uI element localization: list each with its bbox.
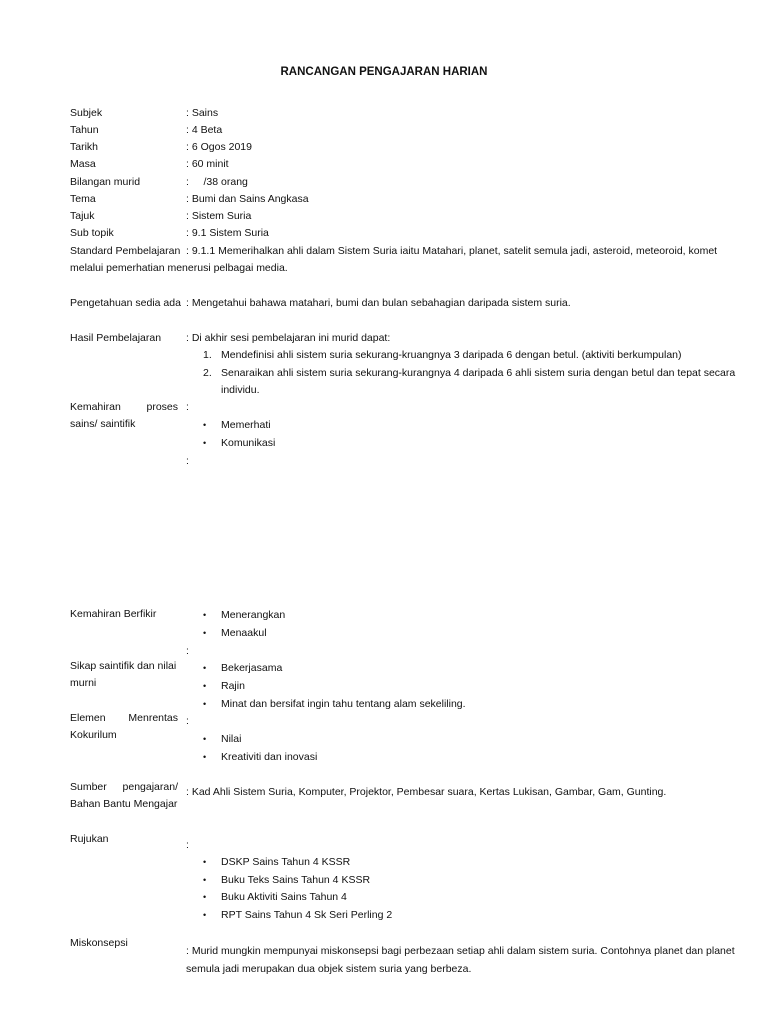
kemahiran-proses-colon-extra: : — [186, 455, 189, 467]
bullet-icon: • — [203, 628, 207, 638]
objective-item: Mendefinisi ahli sistem suria sekurang-kruangnya 3 daripada 6 dengan betul. (aktiviti berkumpulan) — [221, 349, 682, 361]
list-item: RPT Sains Tahun 4 Sk Seri Perling 2 — [221, 909, 393, 921]
sikap-saintifik-label-line2: murni — [70, 677, 97, 689]
bullet-icon: • — [203, 681, 207, 691]
miskonsepsi-value-line2: semula jadi merupakan dua objek sistem suria yang berbeza. — [186, 963, 472, 975]
bullet-icon: • — [203, 734, 207, 744]
label-word: proses — [146, 401, 178, 413]
tajuk-value: : Sistem Suria — [186, 210, 252, 222]
label-word: Kemahiran — [70, 401, 121, 413]
kemahiran-proses-label-line2: sains/ saintifik — [70, 418, 136, 430]
list-item: Buku Aktiviti Sains Tahun 4 — [221, 891, 347, 903]
sikap-saintifik-label-line1: Sikap saintifik dan nilai — [70, 660, 177, 672]
label-word: Menrentas — [128, 712, 178, 724]
page-title: RANCANGAN PENGAJARAN HARIAN — [280, 66, 488, 78]
rujukan-colon: : — [186, 839, 189, 851]
elemen-merentas-label-line2: Kokurilum — [70, 729, 117, 741]
kemahiran-proses-colon: : — [186, 401, 189, 413]
rujukan-label: Rujukan — [70, 833, 109, 845]
objective-number: 2. — [203, 367, 212, 379]
objective-item: Senaraikan ahli sistem suria sekurang-kurangnya 4 daripada 6 ahli sistem suria dengan betul dan tepat secara — [221, 367, 736, 379]
bullet-icon: • — [203, 857, 207, 867]
subjek-value: : Sains — [186, 107, 219, 119]
list-item: Minat dan bersifat ingin tahu tentang alam sekeliling. — [221, 698, 466, 710]
bilangan-murid-label: Bilangan murid — [70, 176, 141, 188]
bullet-icon: • — [203, 752, 207, 762]
standard-pembelajaran-value-line1: : 9.1.1 Memerihalkan ahli dalam Sistem Suria iaitu Matahari, planet, satelit semula jadi, asteroid, meteoroid, komet — [186, 245, 718, 257]
list-item: Menaakul — [221, 627, 267, 639]
miskonsepsi-value-line1: : Murid mungkin mempunyai miskonsepsi bagi perbezaan setiap ahli dalam sistem suria. Contohnya planet dan planet — [186, 945, 735, 957]
list-item: Rajin — [221, 680, 245, 692]
list-item: Komunikasi — [221, 437, 276, 449]
bullet-icon: • — [203, 663, 207, 673]
list-item: Nilai — [221, 733, 242, 745]
bullet-icon: • — [203, 699, 207, 709]
tajuk-label: Tajuk — [70, 210, 95, 222]
bullet-icon: • — [203, 438, 207, 448]
miskonsepsi-label: Miskonsepsi — [70, 937, 128, 949]
list-item: Kreativiti dan inovasi — [221, 751, 318, 763]
kemahiran-berfikir-label: Kemahiran Berfikir — [70, 608, 157, 620]
kemahiran-proses-label-line1 — [70, 400, 178, 414]
masa-label: Masa — [70, 158, 96, 170]
pengetahuan-sedia-ada-label: Pengetahuan sedia ada — [70, 297, 181, 309]
bilangan-murid-value: : /38 orang — [186, 176, 248, 188]
objective-item-continuation: individu. — [221, 384, 260, 396]
objective-number: 1. — [203, 349, 212, 361]
masa-value: : 60 minit — [186, 158, 229, 170]
hasil-pembelajaran-intro: : Di akhir sesi pembelajaran ini murid dapat: — [186, 332, 391, 344]
list-item: Bekerjasama — [221, 662, 283, 674]
sumber-pengajaran-label-line2: Bahan Bantu Mengajar — [70, 798, 178, 810]
elemen-merentas-label-line1 — [70, 711, 178, 725]
tahun-label: Tahun — [70, 124, 99, 136]
list-item: DSKP Sains Tahun 4 KSSR — [221, 856, 351, 868]
tema-value: : Bumi dan Sains Angkasa — [186, 193, 309, 205]
label-word: pengajaran/ — [122, 781, 178, 793]
bullet-icon: • — [203, 420, 207, 430]
sub-topik-value: : 9.1 Sistem Suria — [186, 227, 269, 239]
list-item: Buku Teks Sains Tahun 4 KSSR — [221, 874, 371, 886]
bullet-icon: • — [203, 892, 207, 902]
bullet-icon: • — [203, 610, 207, 620]
hasil-pembelajaran-label: Hasil Pembelajaran — [70, 332, 162, 344]
label-word: Sumber — [70, 781, 107, 793]
elemen-merentas-colon: : — [186, 715, 189, 727]
tarikh-value: : 6 Ogos 2019 — [186, 141, 252, 153]
sub-topik-label: Sub topik — [70, 227, 114, 239]
sumber-pengajaran-label-line1 — [70, 780, 178, 794]
sumber-pengajaran-value: : Kad Ahli Sistem Suria, Komputer, Projektor, Pembesar suara, Kertas Lukisan, Gambar, Gam, Gunting. — [186, 786, 667, 798]
label-word: Elemen — [70, 712, 106, 724]
bullet-icon: • — [203, 875, 207, 885]
list-item: Menerangkan — [221, 609, 286, 621]
list-item: Memerhati — [221, 419, 271, 431]
standard-pembelajaran-label: Standard Pembelajaran — [70, 245, 181, 257]
kemahiran-berfikir-colon: : — [186, 645, 189, 657]
tema-label: Tema — [70, 193, 96, 205]
subjek-label: Subjek — [70, 107, 103, 119]
pengetahuan-sedia-ada-value: : Mengetahui bahawa matahari, bumi dan bulan sebahagian daripada sistem suria. — [186, 297, 571, 309]
tahun-value: : 4 Beta — [186, 124, 223, 136]
tarikh-label: Tarikh — [70, 141, 99, 153]
bullet-icon: • — [203, 910, 207, 920]
standard-pembelajaran-value-line2: melalui pemerhatian menerusi pelbagai media. — [70, 262, 288, 274]
